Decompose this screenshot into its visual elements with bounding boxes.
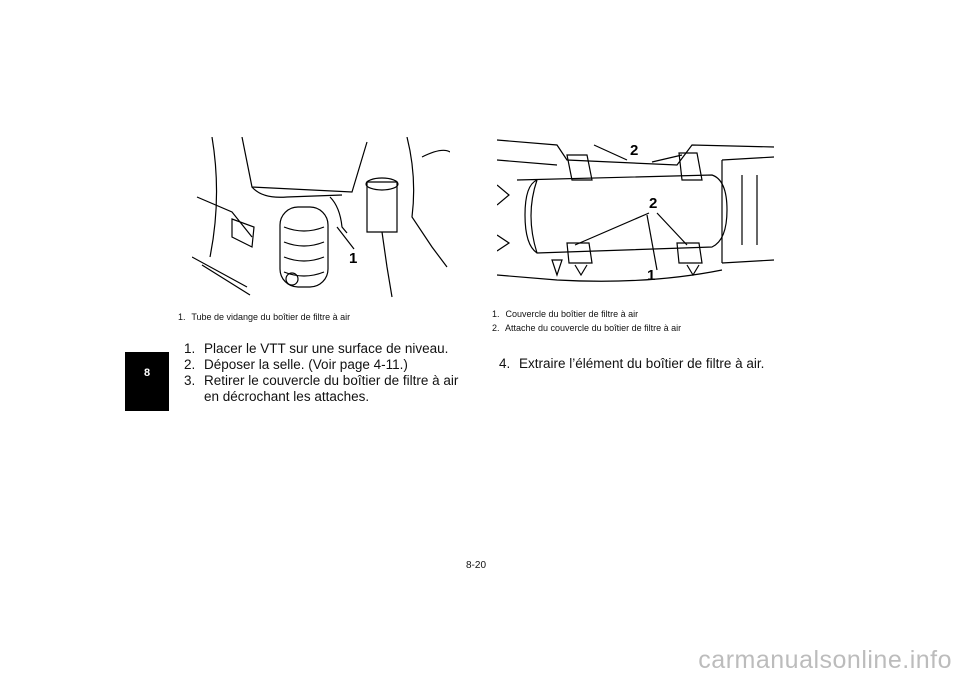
caption-left (178, 310, 350, 324)
air-filter-callout-layer (497, 135, 774, 295)
watermark: carmanualsonline.info (698, 646, 952, 674)
caption-number: 1. (178, 312, 186, 322)
caption-number: 2. (492, 323, 500, 333)
caption-text: Couvercle du boîtier de filtre à air (505, 309, 639, 319)
steps-list-right (499, 356, 774, 372)
step-item (499, 356, 774, 372)
step-item (184, 373, 468, 405)
chapter-tab-label: 8 (143, 367, 151, 379)
step-text: Déposer la selle. (Voir page 4-11.) (204, 357, 408, 372)
callout-2-top: 2 (630, 142, 639, 159)
caption-text: Tube de vidange du boîtier de filtre à air (191, 312, 351, 322)
step-text: Retirer le couvercle du boîtier de filtre à air en décrochant les attaches. (204, 373, 459, 404)
caption-right (492, 307, 681, 335)
step-number: 4. (499, 356, 511, 371)
steps-list-left (184, 341, 468, 405)
drain-tube-callout-layer (192, 137, 450, 300)
caption-item (492, 321, 681, 335)
page-number: 8-20 (466, 560, 487, 571)
step-number: 3. (184, 373, 196, 388)
step-item (184, 341, 468, 357)
chapter-tab (125, 352, 169, 411)
step-text: Extraire l’élément du boîtier de filtre à air. (519, 356, 765, 371)
step-number: 1. (184, 341, 196, 356)
caption-item (178, 310, 350, 324)
figure-drain-tube (192, 137, 450, 300)
step-item (184, 357, 468, 373)
figure-air-filter-case (497, 135, 774, 295)
caption-number: 1. (492, 309, 500, 319)
step-text: Placer le VTT sur une surface de niveau. (204, 341, 449, 356)
caption-item (492, 307, 681, 321)
callout-1: 1 (647, 267, 656, 284)
callout-2-middle: 2 (649, 195, 658, 212)
caption-text: Attache du couvercle du boîtier de filtre à air (505, 323, 682, 333)
callout-1: 1 (349, 250, 358, 267)
step-number: 2. (184, 357, 196, 372)
